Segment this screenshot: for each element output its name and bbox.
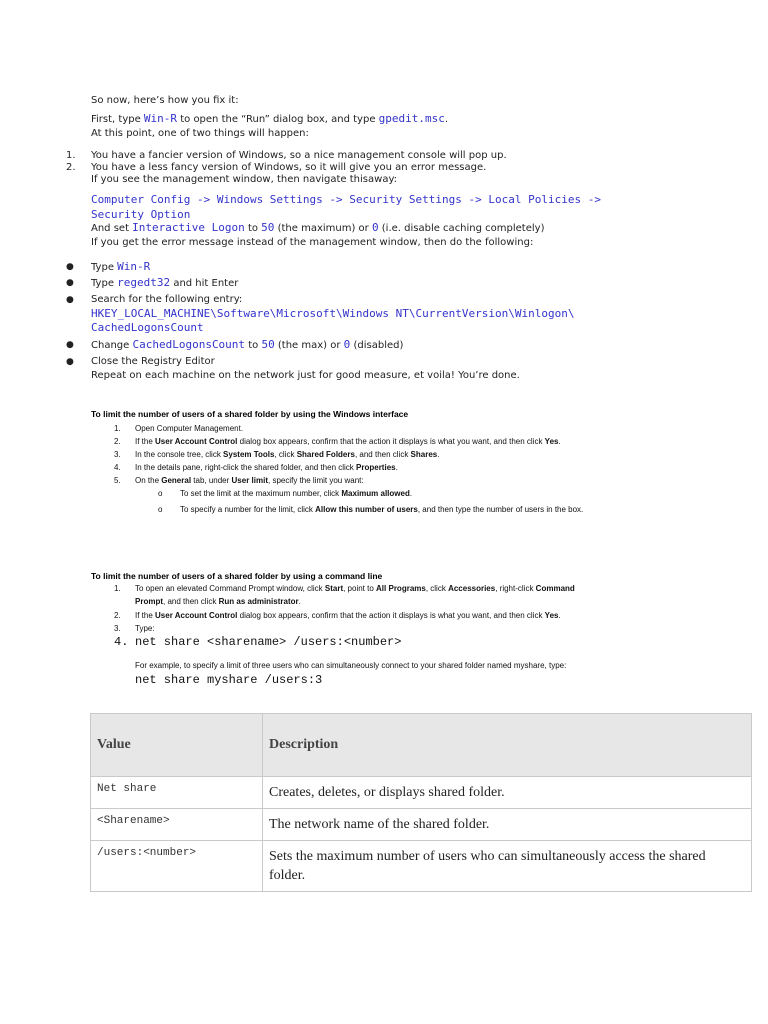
list-number: 4. [114,635,129,649]
circle-bullet: o [158,489,163,498]
step-console-tree: In the console tree, click System Tools, click Shared Folders, and then click Shares. [135,450,440,459]
section-heading-command-line: To limit the number of users of a shared folder by using a command line [91,571,383,581]
at-this-point-text: At this point, one of two things will happen: [91,128,309,139]
step-details-pane: In the details pane, right-click the shared folder, and then click Properties. [135,463,398,472]
list-number: 3. [114,450,121,459]
bullet-dot: ● [66,295,74,305]
list-number: 4. [114,463,121,472]
first-step-line: First, type Win-R to open the “Run” dialog box, and type gpedit.msc. [91,112,449,125]
parameters-table [90,713,752,892]
bullet-item-3: Search for the following entry: [91,294,243,305]
bullet-dot: ● [66,357,74,367]
list-number: 2. [114,437,121,446]
circle-bullet: o [158,505,163,514]
step-type: Type: [135,624,155,633]
if-error-text: If you get the error message instead of the management window, then do the following: [91,237,534,248]
example-text: For example, to specify a limit of three users who can simultaneously connect to your shared folder named myshare, type: [135,661,567,670]
bullet-dot: ● [66,340,74,350]
list-number: 1. [114,424,121,433]
step-general-tab: On the General tab, under User limit, specify the limit you want: [135,476,364,485]
list-number: 5. [114,476,121,485]
code-gpedit: gpedit.msc [378,112,445,125]
bullet-item-2: Type regedt32 and hit Enter [91,276,239,289]
table-cell-value: /users:<number> [91,841,263,892]
step-open-computer-management: Open Computer Management. [135,424,244,433]
list-number: 2. [66,162,76,173]
table-row [91,777,752,809]
bullet-item-1: Type Win-R [91,260,151,273]
table-row [91,809,752,841]
registry-key-line-2: CachedLogonsCount [91,321,204,334]
list-number: 3. [114,624,121,633]
column-header-value: Value [91,714,263,777]
bullet-item-5: Close the Registry Editor [91,356,215,367]
section-heading-windows-interface: To limit the number of users of a shared folder by using the Windows interface [91,409,409,419]
code-win-r: Win-R [143,112,178,125]
table-cell-description: The network name of the shared folder. [263,809,752,841]
code-interactive-logon: Interactive Logon [132,221,245,234]
command-net-share-template: net share <sharename> /users:<number> [135,635,402,649]
table-cell-value: Net share [91,777,263,809]
step-elevated-prompt-cont: Prompt, and then click Run as administrator. [135,597,301,606]
step-uac: If the User Account Control dialog box appears, confirm that the action it displays is what you want, and then click Yes. [135,437,561,446]
table-cell-description: Sets the maximum number of users who can simultaneously access the shared folder. [263,841,752,892]
option-allow-number: To specify a number for the limit, click Allow this number of users, and then type the number of users in the box. [180,505,584,514]
repeat-text: Repeat on each machine on the network just for good measure, et voila! You’re done. [91,370,520,381]
numbered-item-2: You have a less fancy version of Windows, so it will give you an error message. [91,162,487,173]
bullet-item-4: Change CachedLogonsCount to 50 (the max) or 0 (disabled) [91,338,404,351]
table-cell-description: Creates, deletes, or displays shared folder. [263,777,752,809]
code-fifty: 50 [261,221,275,234]
list-number: 1. [114,584,121,593]
step-uac-2: If the User Account Control dialog box appears, confirm that the action it displays is what you want, and then click Yes. [135,611,561,620]
bullet-dot: ● [66,278,74,288]
numbered-item-1: You have a fancier version of Windows, so a nice management console will pop up. [91,150,507,161]
policy-path-line-2: Security Option [91,208,191,221]
policy-path-line-1: Computer Config -> Windows Settings -> Security Settings -> Local Policies -> [91,193,601,206]
step-elevated-prompt: To open an elevated Command Prompt window, click Start, point to All Programs, click Accessories, right-click Command [135,584,575,593]
code-zero: 0 [371,221,379,234]
table-header-row [91,714,752,777]
if-management-text: If you see the management window, then navigate thisaway: [91,174,398,185]
list-number: 1. [66,150,76,161]
bullet-dot: ● [66,262,74,272]
option-maximum-allowed: To set the limit at the maximum number, click Maximum allowed. [180,489,413,498]
table-cell-value: <Sharename> [91,809,263,841]
table-row [91,841,752,892]
command-net-share-example: net share myshare /users:3 [135,673,323,687]
intro-text: So now, here’s how you fix it: [91,95,239,106]
and-set-line: And set Interactive Logon to 50 (the maximum) or 0 (i.e. disable caching completely) [91,221,545,234]
registry-key-line-1: HKEY_LOCAL_MACHINE\Software\Microsoft\Windows NT\CurrentVersion\Winlogon\ [91,307,575,320]
list-number: 2. [114,611,121,620]
column-header-description: Description [263,714,752,777]
